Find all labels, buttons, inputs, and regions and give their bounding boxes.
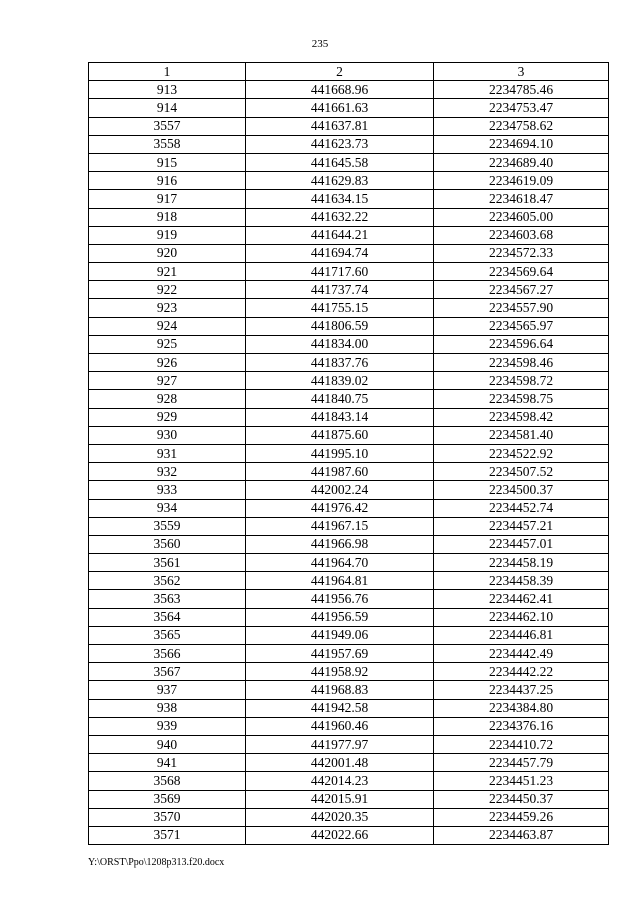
y-coordinate-cell: 2234446.81 bbox=[434, 626, 609, 644]
point-number-cell: 933 bbox=[89, 481, 246, 499]
table-row bbox=[89, 444, 609, 462]
point-number-cell: 3560 bbox=[89, 535, 246, 553]
y-coordinate-cell: 2234598.42 bbox=[434, 408, 609, 426]
x-coordinate-cell: 441637.81 bbox=[246, 117, 434, 135]
table-row bbox=[89, 717, 609, 735]
point-number-cell: 3557 bbox=[89, 117, 246, 135]
y-coordinate-cell: 2234442.22 bbox=[434, 663, 609, 681]
point-number-cell: 930 bbox=[89, 426, 246, 444]
y-coordinate-cell: 2234463.87 bbox=[434, 826, 609, 844]
point-number-cell: 923 bbox=[89, 299, 246, 317]
x-coordinate-cell: 441964.81 bbox=[246, 572, 434, 590]
point-number-cell: 3562 bbox=[89, 572, 246, 590]
y-coordinate-cell: 2234457.21 bbox=[434, 517, 609, 535]
table-row bbox=[89, 172, 609, 190]
table-row bbox=[89, 826, 609, 844]
y-coordinate-cell: 2234458.19 bbox=[434, 554, 609, 572]
x-coordinate-cell: 441737.74 bbox=[246, 281, 434, 299]
column-header-2: 2 bbox=[246, 63, 434, 81]
y-coordinate-cell: 2234376.16 bbox=[434, 717, 609, 735]
table-row bbox=[89, 408, 609, 426]
y-coordinate-cell: 2234522.92 bbox=[434, 444, 609, 462]
y-coordinate-cell: 2234785.46 bbox=[434, 81, 609, 99]
point-number-cell: 931 bbox=[89, 444, 246, 462]
y-coordinate-cell: 2234457.79 bbox=[434, 754, 609, 772]
x-coordinate-cell: 441967.15 bbox=[246, 517, 434, 535]
table-row bbox=[89, 208, 609, 226]
table-row bbox=[89, 626, 609, 644]
point-number-cell: 3559 bbox=[89, 517, 246, 535]
point-number-cell: 3565 bbox=[89, 626, 246, 644]
y-coordinate-cell: 2234689.40 bbox=[434, 153, 609, 171]
y-coordinate-cell: 2234596.64 bbox=[434, 335, 609, 353]
x-coordinate-cell: 441840.75 bbox=[246, 390, 434, 408]
y-coordinate-cell: 2234507.52 bbox=[434, 463, 609, 481]
table-header-row bbox=[89, 63, 609, 81]
x-coordinate-cell: 441968.83 bbox=[246, 681, 434, 699]
point-number-cell: 920 bbox=[89, 244, 246, 262]
point-number-cell: 925 bbox=[89, 335, 246, 353]
x-coordinate-cell: 441956.76 bbox=[246, 590, 434, 608]
point-number-cell: 3570 bbox=[89, 808, 246, 826]
x-coordinate-cell: 441958.92 bbox=[246, 663, 434, 681]
x-coordinate-cell: 441942.58 bbox=[246, 699, 434, 717]
y-coordinate-cell: 2234459.26 bbox=[434, 808, 609, 826]
x-coordinate-cell: 441987.60 bbox=[246, 463, 434, 481]
point-number-cell: 924 bbox=[89, 317, 246, 335]
x-coordinate-cell: 441834.00 bbox=[246, 335, 434, 353]
x-coordinate-cell: 441623.73 bbox=[246, 135, 434, 153]
table-row bbox=[89, 790, 609, 808]
x-coordinate-cell: 441957.69 bbox=[246, 645, 434, 663]
x-coordinate-cell: 441995.10 bbox=[246, 444, 434, 462]
x-coordinate-cell: 442001.48 bbox=[246, 754, 434, 772]
point-number-cell: 922 bbox=[89, 281, 246, 299]
x-coordinate-cell: 441668.96 bbox=[246, 81, 434, 99]
y-coordinate-cell: 2234451.23 bbox=[434, 772, 609, 790]
point-number-cell: 917 bbox=[89, 190, 246, 208]
y-coordinate-cell: 2234437.25 bbox=[434, 681, 609, 699]
y-coordinate-cell: 2234603.68 bbox=[434, 226, 609, 244]
y-coordinate-cell: 2234598.72 bbox=[434, 372, 609, 390]
y-coordinate-cell: 2234694.10 bbox=[434, 135, 609, 153]
point-number-cell: 940 bbox=[89, 735, 246, 753]
point-number-cell: 928 bbox=[89, 390, 246, 408]
point-number-cell: 914 bbox=[89, 99, 246, 117]
point-number-cell: 927 bbox=[89, 372, 246, 390]
x-coordinate-cell: 442014.23 bbox=[246, 772, 434, 790]
table-row bbox=[89, 317, 609, 335]
table-row bbox=[89, 135, 609, 153]
y-coordinate-cell: 2234458.39 bbox=[434, 572, 609, 590]
table-row bbox=[89, 772, 609, 790]
y-coordinate-cell: 2234457.01 bbox=[434, 535, 609, 553]
table-row bbox=[89, 645, 609, 663]
point-number-cell: 916 bbox=[89, 172, 246, 190]
table-row bbox=[89, 808, 609, 826]
x-coordinate-cell: 441632.22 bbox=[246, 208, 434, 226]
table-row bbox=[89, 517, 609, 535]
table-row bbox=[89, 608, 609, 626]
x-coordinate-cell: 441717.60 bbox=[246, 263, 434, 281]
table-row bbox=[89, 299, 609, 317]
y-coordinate-cell: 2234598.46 bbox=[434, 354, 609, 372]
x-coordinate-cell: 441956.59 bbox=[246, 608, 434, 626]
point-number-cell: 3564 bbox=[89, 608, 246, 626]
point-number-cell: 3566 bbox=[89, 645, 246, 663]
y-coordinate-cell: 2234572.33 bbox=[434, 244, 609, 262]
point-number-cell: 915 bbox=[89, 153, 246, 171]
table-row bbox=[89, 681, 609, 699]
point-number-cell: 929 bbox=[89, 408, 246, 426]
table-row bbox=[89, 590, 609, 608]
table-row bbox=[89, 153, 609, 171]
table-row bbox=[89, 99, 609, 117]
y-coordinate-cell: 2234500.37 bbox=[434, 481, 609, 499]
x-coordinate-cell: 441977.97 bbox=[246, 735, 434, 753]
point-number-cell: 926 bbox=[89, 354, 246, 372]
y-coordinate-cell: 2234452.74 bbox=[434, 499, 609, 517]
point-number-cell: 937 bbox=[89, 681, 246, 699]
table-body bbox=[89, 81, 609, 845]
y-coordinate-cell: 2234581.40 bbox=[434, 426, 609, 444]
coordinates-table bbox=[88, 62, 609, 845]
point-number-cell: 3558 bbox=[89, 135, 246, 153]
point-number-cell: 3567 bbox=[89, 663, 246, 681]
column-header-3: 3 bbox=[434, 63, 609, 81]
point-number-cell: 3561 bbox=[89, 554, 246, 572]
point-number-cell: 913 bbox=[89, 81, 246, 99]
x-coordinate-cell: 441806.59 bbox=[246, 317, 434, 335]
y-coordinate-cell: 2234462.41 bbox=[434, 590, 609, 608]
table-row bbox=[89, 535, 609, 553]
x-coordinate-cell: 441964.70 bbox=[246, 554, 434, 572]
column-header-1: 1 bbox=[89, 63, 246, 81]
table-row bbox=[89, 190, 609, 208]
point-number-cell: 934 bbox=[89, 499, 246, 517]
table-row bbox=[89, 663, 609, 681]
y-coordinate-cell: 2234442.49 bbox=[434, 645, 609, 663]
x-coordinate-cell: 442022.66 bbox=[246, 826, 434, 844]
footer-file-path: Y:\ORST\Ppo\1208p313.f20.docx bbox=[88, 857, 225, 868]
table-row bbox=[89, 81, 609, 99]
x-coordinate-cell: 441755.15 bbox=[246, 299, 434, 317]
table-row bbox=[89, 499, 609, 517]
point-number-cell: 919 bbox=[89, 226, 246, 244]
point-number-cell: 939 bbox=[89, 717, 246, 735]
table-row bbox=[89, 354, 609, 372]
y-coordinate-cell: 2234384.80 bbox=[434, 699, 609, 717]
table-row bbox=[89, 699, 609, 717]
x-coordinate-cell: 442015.91 bbox=[246, 790, 434, 808]
table-row bbox=[89, 372, 609, 390]
table-row bbox=[89, 244, 609, 262]
y-coordinate-cell: 2234462.10 bbox=[434, 608, 609, 626]
y-coordinate-cell: 2234758.62 bbox=[434, 117, 609, 135]
x-coordinate-cell: 441629.83 bbox=[246, 172, 434, 190]
y-coordinate-cell: 2234618.47 bbox=[434, 190, 609, 208]
x-coordinate-cell: 441645.58 bbox=[246, 153, 434, 171]
table-row bbox=[89, 335, 609, 353]
point-number-cell: 921 bbox=[89, 263, 246, 281]
y-coordinate-cell: 2234565.97 bbox=[434, 317, 609, 335]
table-row bbox=[89, 226, 609, 244]
x-coordinate-cell: 441694.74 bbox=[246, 244, 434, 262]
table-row bbox=[89, 754, 609, 772]
page-number: 235 bbox=[311, 38, 329, 50]
point-number-cell: 3571 bbox=[89, 826, 246, 844]
x-coordinate-cell: 441839.02 bbox=[246, 372, 434, 390]
point-number-cell: 3569 bbox=[89, 790, 246, 808]
x-coordinate-cell: 442020.35 bbox=[246, 808, 434, 826]
y-coordinate-cell: 2234410.72 bbox=[434, 735, 609, 753]
y-coordinate-cell: 2234569.64 bbox=[434, 263, 609, 281]
y-coordinate-cell: 2234605.00 bbox=[434, 208, 609, 226]
point-number-cell: 918 bbox=[89, 208, 246, 226]
x-coordinate-cell: 441837.76 bbox=[246, 354, 434, 372]
x-coordinate-cell: 441960.46 bbox=[246, 717, 434, 735]
y-coordinate-cell: 2234450.37 bbox=[434, 790, 609, 808]
y-coordinate-cell: 2234619.09 bbox=[434, 172, 609, 190]
y-coordinate-cell: 2234557.90 bbox=[434, 299, 609, 317]
x-coordinate-cell: 441843.14 bbox=[246, 408, 434, 426]
table-row bbox=[89, 281, 609, 299]
table-row bbox=[89, 554, 609, 572]
x-coordinate-cell: 441949.06 bbox=[246, 626, 434, 644]
table-row bbox=[89, 426, 609, 444]
y-coordinate-cell: 2234753.47 bbox=[434, 99, 609, 117]
point-number-cell: 941 bbox=[89, 754, 246, 772]
x-coordinate-cell: 441976.42 bbox=[246, 499, 434, 517]
x-coordinate-cell: 441634.15 bbox=[246, 190, 434, 208]
x-coordinate-cell: 441875.60 bbox=[246, 426, 434, 444]
x-coordinate-cell: 442002.24 bbox=[246, 481, 434, 499]
table-row bbox=[89, 390, 609, 408]
point-number-cell: 3568 bbox=[89, 772, 246, 790]
point-number-cell: 3563 bbox=[89, 590, 246, 608]
x-coordinate-cell: 441966.98 bbox=[246, 535, 434, 553]
table-row bbox=[89, 572, 609, 590]
table-row bbox=[89, 117, 609, 135]
x-coordinate-cell: 441661.63 bbox=[246, 99, 434, 117]
point-number-cell: 938 bbox=[89, 699, 246, 717]
table-row bbox=[89, 463, 609, 481]
x-coordinate-cell: 441644.21 bbox=[246, 226, 434, 244]
y-coordinate-cell: 2234598.75 bbox=[434, 390, 609, 408]
table-row bbox=[89, 263, 609, 281]
table-row bbox=[89, 735, 609, 753]
table-row bbox=[89, 481, 609, 499]
y-coordinate-cell: 2234567.27 bbox=[434, 281, 609, 299]
point-number-cell: 932 bbox=[89, 463, 246, 481]
